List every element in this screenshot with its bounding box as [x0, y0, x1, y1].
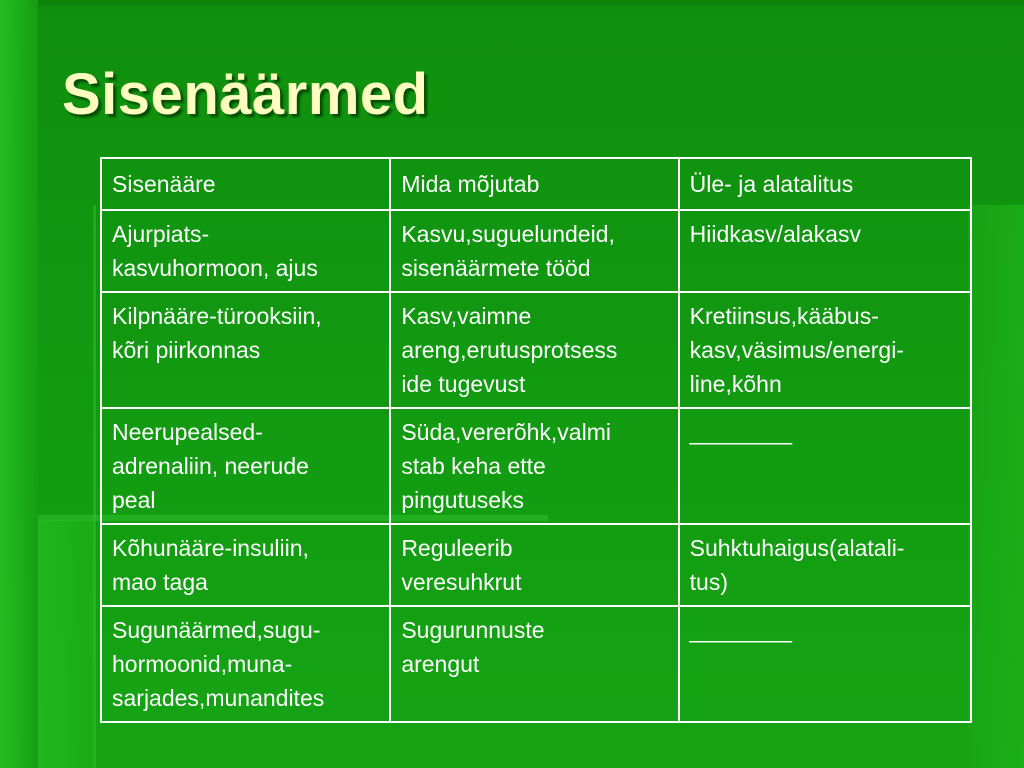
cell-affects: Reguleerib veresuhkrut — [390, 524, 678, 606]
cell-affects: Süda,vererõhk,valmi stab keha ette pingutuseks — [390, 408, 678, 524]
cell-affects: Kasvu,suguelundeid, sisenäärmete tööd — [390, 210, 678, 292]
cell-dysfunction: Suhktuhaigus(alatali- tus) — [679, 524, 971, 606]
decor-top-band — [0, 0, 1024, 6]
table-row — [101, 292, 971, 408]
header-affects: Mida mõjutab — [390, 158, 678, 210]
table-row — [101, 524, 971, 606]
decor-right-block — [968, 205, 1024, 768]
decor-left-bar — [0, 0, 38, 768]
cell-gland: Sugunäärmed,sugu- hormoonid,muna- sarjades,munandites — [101, 606, 390, 722]
glands-table — [100, 157, 972, 723]
cell-affects: Sugurunnuste arengut — [390, 606, 678, 722]
decor-bottom-block — [38, 520, 95, 768]
cell-gland: Neerupealsed- adrenaliin, neerude peal — [101, 408, 390, 524]
decor-vertical-line — [93, 205, 96, 768]
header-dysfunction: Üle- ja alatalitus — [679, 158, 971, 210]
cell-gland: Ajurpiats- kasvuhormoon, ajus — [101, 210, 390, 292]
table-row — [101, 408, 971, 524]
cell-dysfunction: ________ — [679, 408, 971, 524]
header-gland: Sisenääre — [101, 158, 390, 210]
cell-dysfunction: Kretiinsus,kääbus- kasv,väsimus/energi- line,kõhn — [679, 292, 971, 408]
cell-dysfunction: ________ — [679, 606, 971, 722]
table-header-row — [101, 158, 971, 210]
cell-gland: Kilpnääre-türooksiin, kõri piirkonnas — [101, 292, 390, 408]
slide-title: Sisenäärmed — [62, 62, 429, 127]
cell-affects: Kasv,vaimne areng,erutusprotsess ide tugevust — [390, 292, 678, 408]
table-row — [101, 210, 971, 292]
cell-gland: Kõhunääre-insuliin, mao taga — [101, 524, 390, 606]
table-row — [101, 606, 971, 722]
cell-dysfunction: Hiidkasv/alakasv — [679, 210, 971, 292]
